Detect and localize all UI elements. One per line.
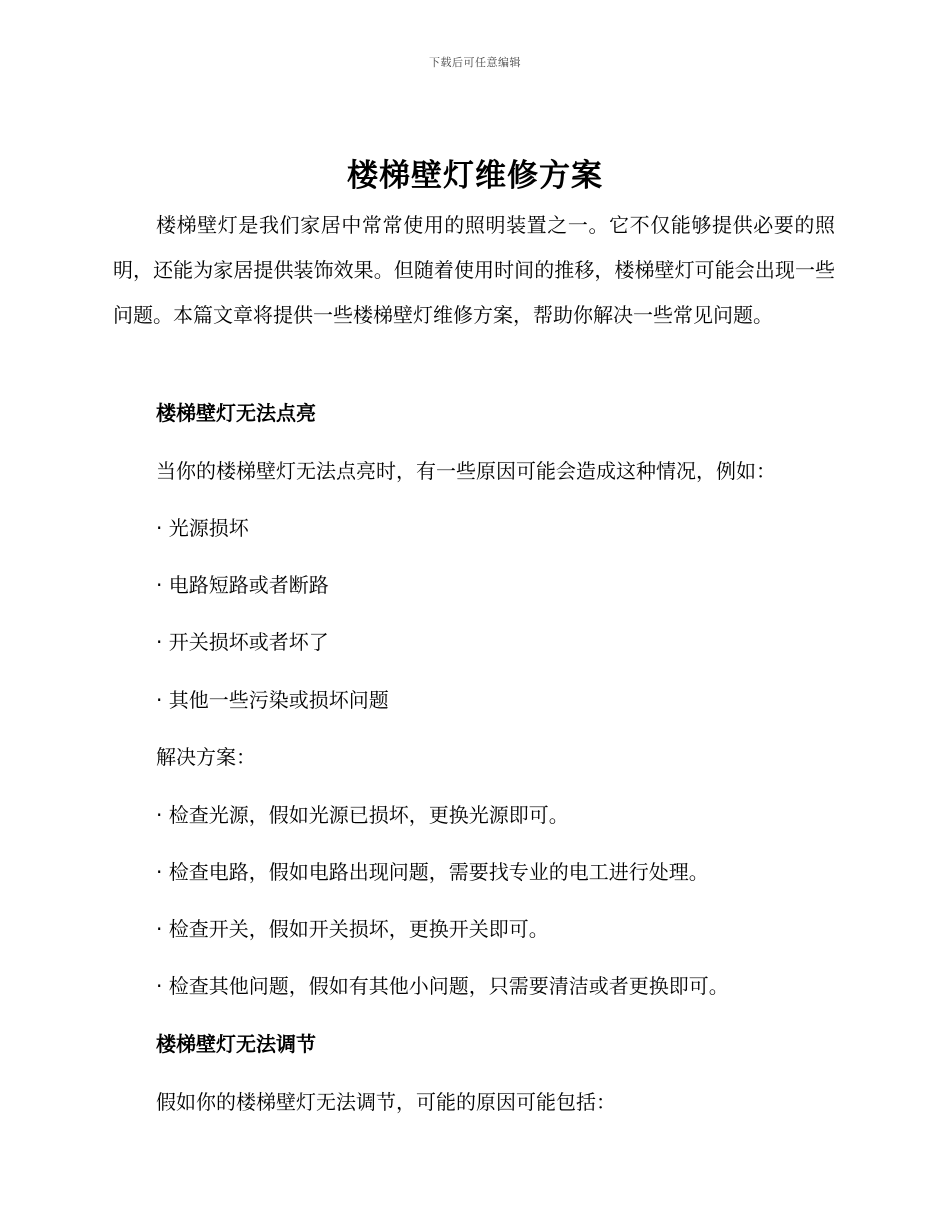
section1-heading: 楼梯壁灯无法点亮	[156, 401, 316, 425]
cause-item: · 开关损坏或者坏了	[156, 630, 329, 654]
cause-item: · 电路短路或者断路	[156, 573, 329, 597]
solutions-label: 解决方案：	[156, 745, 256, 769]
intro-paragraph: 楼梯壁灯是我们家居中常常使用的照明装置之一。它不仅能够提供必要的照明，还能为家居提供装饰效果。但随着使用时间的推移，楼梯壁灯可能会出现一些问题。本篇文章将提供一些楼梯壁灯维修方案，帮助你解决一些常见问题。	[113, 213, 835, 327]
cause-item: · 其他一些污染或损坏问题	[156, 688, 389, 712]
header-note: 下载后可任意编辑	[429, 56, 521, 69]
solution-item: · 检查电路，假如电路出现问题，需要找专业的电工进行处理。	[156, 860, 709, 884]
cause-item: · 光源损坏	[156, 516, 249, 540]
section1-lead: 当你的楼梯壁灯无法点亮时，有一些原因可能会造成这种情况，例如：	[156, 459, 776, 483]
solution-item: · 检查光源，假如光源已损坏，更换光源即可。	[156, 803, 569, 827]
section2-heading: 楼梯壁灯无法调节	[156, 1032, 316, 1056]
solution-item: · 检查其他问题，假如有其他小问题，只需要清洁或者更换即可。	[156, 974, 729, 998]
section2-lead: 假如你的楼梯壁灯无法调节，可能的原因可能包括：	[156, 1090, 616, 1114]
solution-item: · 检查开关，假如开关损坏，更换开关即可。	[156, 917, 549, 941]
page-title: 楼梯壁灯维修方案	[347, 158, 603, 194]
